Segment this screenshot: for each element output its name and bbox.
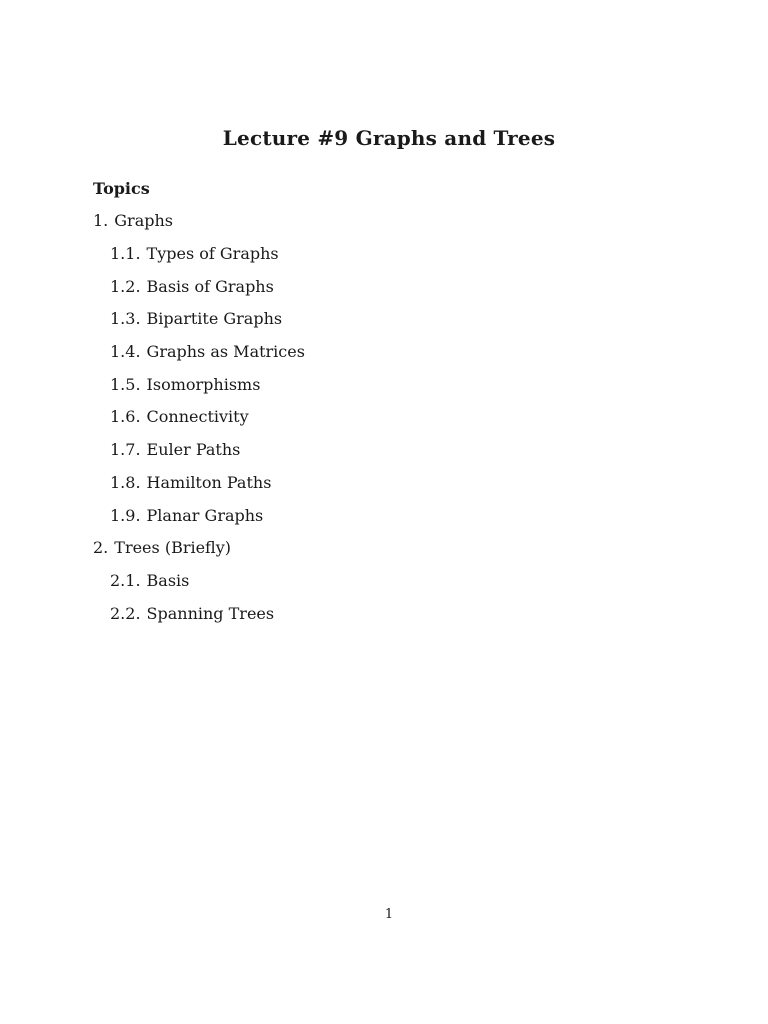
toc-subsection-1-4 bbox=[110, 342, 305, 362]
toc-subsection-1-6 bbox=[110, 407, 249, 427]
toc-subsection-1-9 bbox=[110, 506, 263, 526]
toc-number: 1.9. bbox=[110, 506, 141, 525]
toc-subsection-1-5 bbox=[110, 375, 260, 395]
topics-heading: Topics bbox=[93, 179, 150, 198]
toc-label: Spanning Trees bbox=[146, 604, 275, 623]
toc-subsection-1-7 bbox=[110, 440, 240, 460]
page-number: 1 bbox=[384, 907, 394, 922]
toc-label: Basis bbox=[146, 571, 190, 590]
toc-subsection-1-1 bbox=[110, 244, 279, 264]
toc-number: 2. bbox=[93, 538, 109, 557]
toc-number: 1.8. bbox=[110, 473, 141, 492]
toc-number: 1.4. bbox=[110, 342, 141, 361]
toc-subsection-1-8 bbox=[110, 473, 271, 493]
toc-subsection-2-1 bbox=[110, 571, 189, 591]
toc-number: 2.2. bbox=[110, 604, 141, 623]
toc-number: 1.7. bbox=[110, 440, 141, 459]
toc-number: 1.6. bbox=[110, 407, 141, 426]
toc-number: 2.1. bbox=[110, 571, 141, 590]
page-title: Lecture #9 Graphs and Trees bbox=[222, 126, 556, 150]
toc-number: 1. bbox=[93, 211, 109, 230]
toc-section-1 bbox=[93, 211, 173, 231]
toc-label: Types of Graphs bbox=[146, 244, 279, 263]
toc-number: 1.2. bbox=[110, 277, 141, 296]
toc-number: 1.1. bbox=[110, 244, 141, 263]
toc-label: Euler Paths bbox=[146, 440, 241, 459]
toc-subsection-1-2 bbox=[110, 277, 274, 297]
toc-number: 1.5. bbox=[110, 375, 141, 394]
toc-label: Isomorphisms bbox=[146, 375, 261, 394]
toc-label: Basis of Graphs bbox=[146, 277, 274, 296]
toc-label: Connectivity bbox=[146, 407, 249, 426]
toc-subsection-1-3 bbox=[110, 309, 282, 329]
toc-label: Planar Graphs bbox=[146, 506, 264, 525]
toc-label: Graphs bbox=[114, 211, 173, 230]
toc-label: Trees (Briefly) bbox=[114, 538, 232, 557]
toc-label: Graphs as Matrices bbox=[146, 342, 305, 361]
toc-section-2 bbox=[93, 538, 231, 558]
toc-label: Hamilton Paths bbox=[146, 473, 272, 492]
toc-label: Bipartite Graphs bbox=[146, 309, 283, 328]
toc-subsection-2-2 bbox=[110, 604, 274, 624]
toc-number: 1.3. bbox=[110, 309, 141, 328]
